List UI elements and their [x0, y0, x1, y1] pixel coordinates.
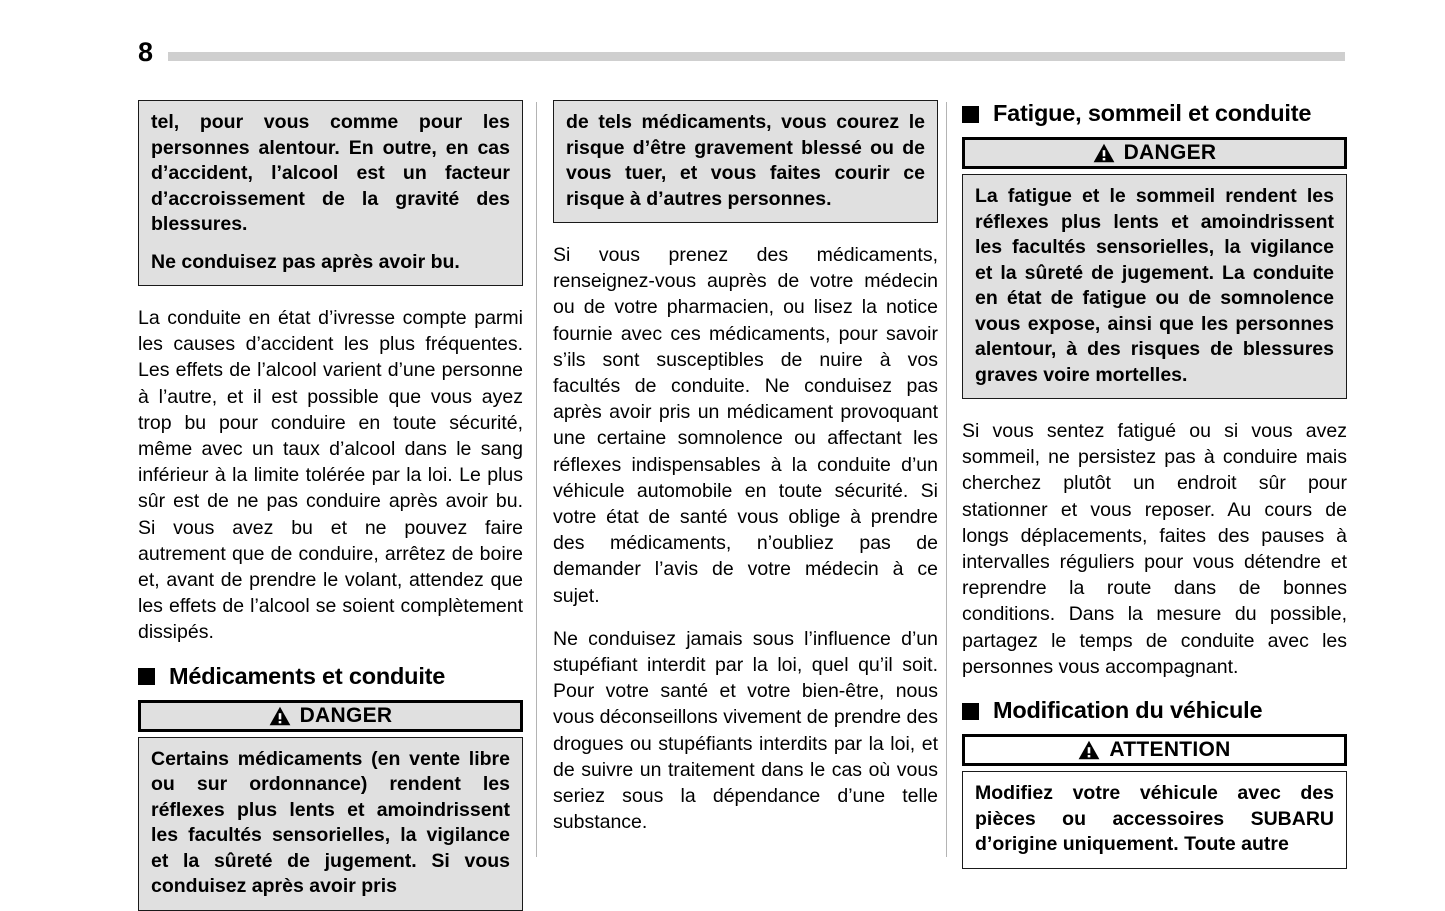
section-heading-medicaments — [138, 663, 523, 689]
alcohol-warning-paragraph-1: tel, pour vous comme pour les personnes alentour. En outre, en cas d’accident, l’alcool est un facteur d’accroissement de la gravité des blessures. — [151, 111, 510, 235]
fatigue-danger-text: La fatigue et le sommeil rendent les réflexes plus lents et amoindrissent les facultés sensorielles, la vigilance et la sûreté de jugement. La conduite en état de fatigue ou de somnolence vous expose, ainsi que les personnes alentour, à des risques de blessures graves voire mortelles. — [975, 185, 1334, 386]
attention-label: ATTENTION — [1109, 738, 1231, 762]
medicaments-body-paragraph-1: Si vous prenez des médicaments, renseignez-vous auprès de votre médecin ou de votre pharmacien, ou lisez la notice fournie avec ces médicaments, pour savoir s’ils sont susceptibles de nuire à vos facultés de conduite. Ne conduisez pas après avoir pris un médicament provoquant une certaine somnolence ou affectant les réflexes indispensables à la conduite d’un véhicule automobile en toute sécurité. Si votre état de santé vous oblige à prendre des médicaments, n’oubliez pas de demander l’avis de votre médecin à ce sujet. — [553, 244, 938, 607]
modification-attention-box — [962, 771, 1347, 869]
section-heading-label: Modification du véhicule — [993, 697, 1263, 724]
warning-triangle-icon — [269, 706, 291, 726]
warning-triangle-icon — [1078, 740, 1100, 760]
square-bullet-icon — [962, 703, 979, 720]
section-heading-label: Médicaments et conduite — [169, 662, 446, 689]
alcohol-warning-continued-box — [138, 100, 523, 286]
medicaments-danger-box — [138, 737, 523, 911]
column-divider-1 — [536, 102, 537, 857]
danger-header-fatigue — [962, 137, 1347, 169]
modification-attention-text: Modifiez votre véhicule avec des pièces ou accessoires SUBARU d’origine uniquement. Toute autre — [975, 782, 1334, 856]
danger-label: DANGER — [1123, 141, 1217, 164]
section-heading-fatigue — [962, 100, 1347, 126]
header-rule — [168, 52, 1345, 61]
fatigue-body-paragraph: Si vous sentez fatigué ou si vous avez sommeil, ne persistez pas à conduire mais cherchez plutôt un endroit sûr pour stationner et vous reposer. Au cours de longs déplacements, faites des pauses à intervalles réguliers pour vous détendre et reprendre la route dans de bonnes conditions. Dans la mesure du possible, partagez le temps de conduite avec les personnes vous accompagnant. — [962, 420, 1347, 678]
square-bullet-icon — [138, 668, 155, 685]
column-divider-2 — [946, 102, 947, 857]
page-number: 8 — [138, 37, 153, 67]
page-header — [0, 0, 1445, 90]
medicaments-warning-continued-text: de tels médicaments, vous courez le risque d’être gravement blessé ou de vous tuer, et vous faites courir ce risque à d’autres personnes. — [566, 111, 925, 210]
section-heading-modification — [962, 697, 1347, 723]
medicaments-danger-text: Certains médicaments (en vente libre ou sur ordonnance) rendent les réflexes plus lents et amoindrissent les facultés sensorielles, la vigilance et la sûreté de jugement. Si vous conduisez après avoir pris — [151, 747, 510, 898]
page-columns — [0, 100, 1445, 898]
column-2 — [553, 100, 938, 835]
medicaments-body-paragraph-2: Ne conduisez jamais sous l’influence d’un stupéfiant interdit par la loi, quel qu’il soit. Pour votre santé et votre bien-être, nous vous déconseillons vivement de prendre des drogues ou stupéfiants interdits par la loi, et de suivre un traitement dans le cas où vous seriez sous la dépendance d’une telle substance. — [553, 627, 938, 834]
danger-header-medicaments — [138, 700, 523, 732]
fatigue-danger-box — [962, 174, 1347, 399]
column-1 — [138, 100, 523, 911]
medicaments-warning-continued-box — [553, 100, 938, 223]
alcohol-warning-paragraph-2: Ne conduisez pas après avoir bu. — [151, 250, 460, 273]
section-heading-label: Fatigue, sommeil et conduite — [993, 100, 1312, 126]
alcohol-body-paragraph: La conduite en état d’ivresse compte parmi les causes d’accident les plus fréquentes. Les effets de l’alcool varient d’une personne à l’autre, et il est possible que vous ayez trop bu pour conduire en toute sécurité, même avec un taux d’alcool dans le sang inférieur à la limite tolérée par la loi. Le plus sûr est de ne pas conduire après avoir bu. Si vous avez bu et ne pouvez faire autrement que de conduire, arrêtez de boire et, avant de prendre le volant, attendez que les effets de l’alcool se soient complètement dissipés. — [138, 307, 523, 644]
attention-header-modification — [962, 734, 1347, 766]
warning-triangle-icon — [1093, 143, 1115, 163]
danger-label: DANGER — [299, 703, 393, 727]
column-3 — [962, 100, 1347, 869]
square-bullet-icon — [962, 106, 979, 123]
